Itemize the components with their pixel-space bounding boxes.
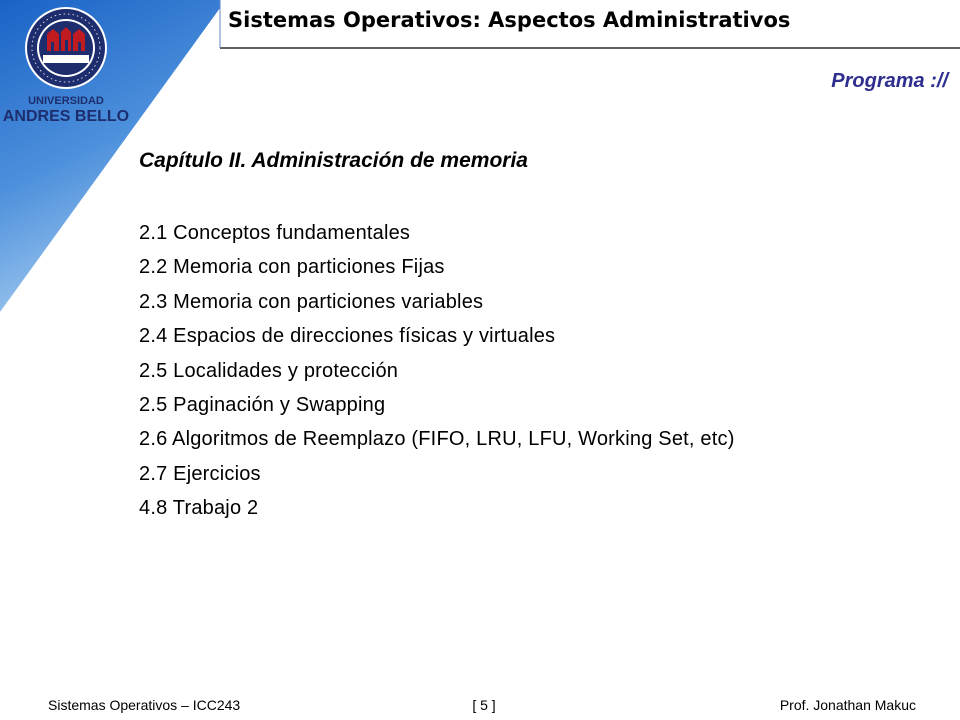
footer-page-number: [ 5 ] bbox=[472, 697, 496, 713]
section-subtitle: Programa :// bbox=[831, 70, 948, 92]
footer-course: Sistemas Operativos – ICC243 bbox=[48, 697, 241, 713]
topic-item: 4.8 Trabajo 2 bbox=[139, 497, 259, 520]
topic-item: 2.5 Localidades y protección bbox=[139, 359, 399, 382]
slide-title: Sistemas Operativos: Aspectos Administrativos bbox=[228, 8, 791, 32]
chapter-heading: Capítulo II. Administración de memoria bbox=[139, 149, 528, 172]
logo-line1: UNIVERSIDAD bbox=[28, 95, 104, 107]
university-logo bbox=[0, 4, 132, 128]
logo-line2: ANDRES BELLO bbox=[2, 108, 130, 125]
topic-item: 2.3 Memoria con particiones variables bbox=[139, 290, 484, 313]
topic-item: 2.5 Paginación y Swapping bbox=[139, 393, 386, 416]
topic-item: 2.2 Memoria con particiones Fijas bbox=[139, 256, 445, 279]
footer-professor: Prof. Jonathan Makuc bbox=[779, 697, 916, 713]
topic-item: 2.6 Algoritmos de Reemplazo (FIFO, LRU, LFU, Working Set, etc) bbox=[139, 428, 735, 451]
topic-item: 2.4 Espacios de direcciones físicas y virtuales bbox=[139, 325, 556, 348]
university-seal-icon bbox=[25, 7, 107, 89]
topic-list bbox=[139, 219, 735, 529]
topic-item: 2.7 Ejercicios bbox=[139, 462, 261, 485]
topic-item: 2.1 Conceptos fundamentales bbox=[139, 222, 411, 244]
